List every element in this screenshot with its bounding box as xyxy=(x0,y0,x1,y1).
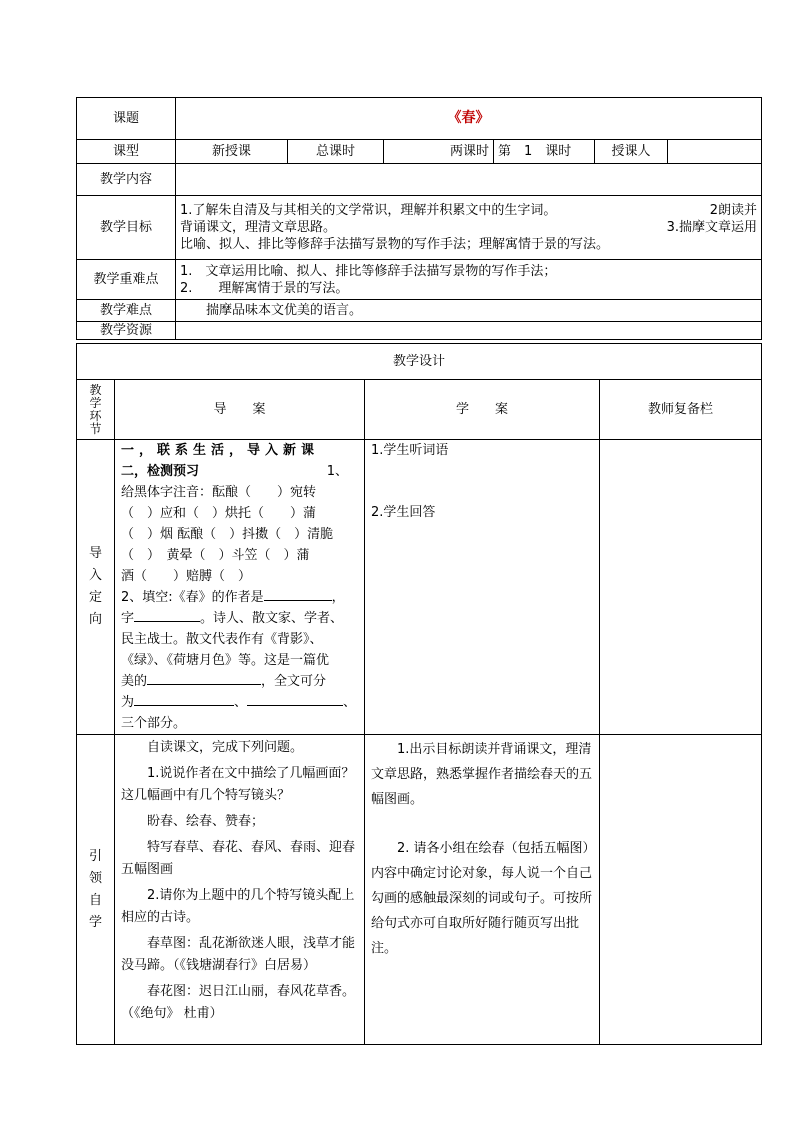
study-item-2: 2.学生回答 xyxy=(371,505,436,520)
goal-3-end: 比喻、拟人、排比等修辞手法描写景物的写作手法；理解寓情于景的写法。 xyxy=(180,237,610,252)
phonetic-line-5: 酒（ ）赔膊（ ） xyxy=(121,569,252,584)
fill-blank-line-1 xyxy=(121,587,358,608)
self-study-study xyxy=(365,735,600,1045)
fill-blank-text: ， xyxy=(331,590,345,605)
genre-blank[interactable] xyxy=(147,672,261,685)
author-blank[interactable] xyxy=(264,588,332,601)
stage-char: 学 xyxy=(89,395,102,410)
guide-para-3: 盼春、绘春、赞春； xyxy=(147,814,265,829)
topic-label: 课题 xyxy=(77,98,176,140)
stage-char: 节 xyxy=(89,421,102,436)
key-points-cell xyxy=(176,260,762,300)
total-hours-value: 两课时 xyxy=(384,140,494,164)
goals-line-1 xyxy=(180,202,757,219)
fill-blank-line-5 xyxy=(121,671,358,692)
fill-blank-text: ，全文可分 xyxy=(261,674,327,689)
fill-blank-line-3: 民主战士。散文代表作有《背影》、 xyxy=(121,632,323,647)
guide-para-6: 春草图：乱花渐欲迷人眼，浅草才能没马蹄。（《钱塘湖春行》白居易） xyxy=(121,936,356,973)
fill-blank-text: 、 xyxy=(343,695,357,710)
teacher-value xyxy=(668,140,762,164)
intro-notes[interactable] xyxy=(600,440,762,735)
difficulty-label: 教学难点 xyxy=(77,300,176,322)
study-para-2: 2. 请各小组在绘春（包括五幅图）内容中确定讨论对象，每人说一个自己勾画的感触最深刻的词或句子。可按所给句式亦可自取所好随行随页写出批注。 xyxy=(371,841,593,956)
content-value xyxy=(176,164,762,196)
col-guide-header: 导 案 xyxy=(115,380,365,440)
total-hours-label: 总课时 xyxy=(288,140,384,164)
guide-step-1: 一，联系生活，导入新课 xyxy=(121,443,320,458)
design-title: 教学设计 xyxy=(77,344,762,380)
fill-blank-line-6 xyxy=(121,692,358,713)
guide-para-1: 自读课文，完成下列问题。 xyxy=(147,740,304,755)
goals-label: 教学目标 xyxy=(77,196,176,260)
lesson-info-table xyxy=(76,97,762,340)
fill-blank-text: 字 xyxy=(121,611,135,626)
goal-3-start: 3.揣摩文章运用 xyxy=(666,220,757,235)
col-notes-header: 教师复备栏 xyxy=(600,380,762,440)
phonetic-line-3: （ ）烟 酝酿（ ）抖擞（ ）清脆 xyxy=(121,527,334,542)
difficulty-value: 揣摩品味本文优美的语言。 xyxy=(176,300,762,322)
intro-guide xyxy=(115,440,365,735)
guide-para-5: 2.请你为上题中的几个特写镜头配上相应的古诗。 xyxy=(121,888,355,925)
goal-2-start: 2朗读并 xyxy=(709,203,757,218)
fill-blank-line-2 xyxy=(121,608,358,629)
fill-blank-text: 、 xyxy=(234,695,248,710)
stage-char: 向 xyxy=(88,612,102,627)
guide-para-7: 春花图：迟日江山丽，春风花草香。（《绝句》 杜甫） xyxy=(121,984,356,1021)
col-study-header: 学 案 xyxy=(365,380,600,440)
goals-line-2 xyxy=(180,219,757,236)
fill-blank-line-4: 《绿》、《荷塘月色》等。这是一篇优 xyxy=(121,653,330,668)
resource-label: 教学资源 xyxy=(77,322,176,340)
phonetic-line-2: （ ）应和（ ）烘托（ ）蒲 xyxy=(121,506,317,521)
study-item-1: 1.学生听词语 xyxy=(371,443,449,458)
fill-blank-text: 2、填空:《春》的作者是 xyxy=(121,590,264,605)
key-point-2: 2. 理解寓情于景的写法。 xyxy=(180,280,349,296)
phonetic-line-1: 给黑体字注音：酝酿（ ）宛转 xyxy=(121,485,317,500)
lesson-number: 第 1 课时 xyxy=(494,140,595,164)
goal-1: 1.了解朱自清及与其相关的文学常识，理解并积累文中的生字词。 xyxy=(180,203,557,218)
key-points-label: 教学重难点 xyxy=(77,260,176,300)
stage-char: 自 xyxy=(88,892,102,908)
content-label: 教学内容 xyxy=(77,164,176,196)
fill-blank-text: 。诗人、散文家、学者、 xyxy=(200,611,344,626)
self-study-guide xyxy=(115,735,365,1045)
part-1-blank[interactable] xyxy=(134,693,234,706)
guide-step-2: 二，检测预习 xyxy=(121,464,200,479)
fill-blank-line-7: 三个部分。 xyxy=(121,716,187,731)
self-study-notes[interactable] xyxy=(600,735,762,1045)
key-point-1: 1. 文章运用比喻、拟人、排比等修辞手法描写景物的写作手法； xyxy=(180,263,557,279)
goals-cell xyxy=(176,196,762,260)
study-para-1: 1.出示目标朗读并背诵课文，理清文章思路，熟悉掌握作者描绘春天的五幅图画。 xyxy=(371,742,593,807)
guide-para-2: 1.说说作者在文中描绘了几幅画面？这几幅画中有几个特写镜头？ xyxy=(121,766,355,803)
stage-char: 导 xyxy=(88,546,102,561)
intro-study xyxy=(365,440,600,735)
stage-char: 引 xyxy=(88,848,102,864)
stage-char: 环 xyxy=(89,408,102,423)
stage-char: 领 xyxy=(88,870,102,886)
topic-title: 《春》 xyxy=(176,98,762,140)
resource-value xyxy=(176,322,762,340)
guide-para-4: 特写春草、春花、春风、春雨、迎春五幅图画 xyxy=(121,840,356,877)
goal-2-end: 背诵课文，理清文章思路。 xyxy=(180,220,337,235)
col-stage-header xyxy=(77,380,115,440)
stage-char: 学 xyxy=(88,914,102,930)
part-2-blank[interactable] xyxy=(247,693,343,706)
fill-blank-text: 美的 xyxy=(121,674,148,689)
fill-blank-text: 为 xyxy=(121,695,135,710)
stage-self-study xyxy=(77,735,115,1045)
stage-char: 入 xyxy=(88,568,102,583)
teacher-label: 授课人 xyxy=(595,140,668,164)
guide-step-2-num: 1、 xyxy=(326,464,348,479)
style-name-blank[interactable] xyxy=(134,609,200,622)
teaching-design-table xyxy=(76,343,762,1045)
type-value: 新授课 xyxy=(176,140,288,164)
type-label: 课型 xyxy=(77,140,176,164)
guide-step-2-line xyxy=(121,461,358,482)
phonetic-line-4: （ ） 黄晕（ ）斗笠（ ）蒲 xyxy=(121,548,310,563)
stage-intro xyxy=(77,440,115,735)
stage-char: 定 xyxy=(88,590,102,605)
stage-char: 教 xyxy=(89,382,102,397)
